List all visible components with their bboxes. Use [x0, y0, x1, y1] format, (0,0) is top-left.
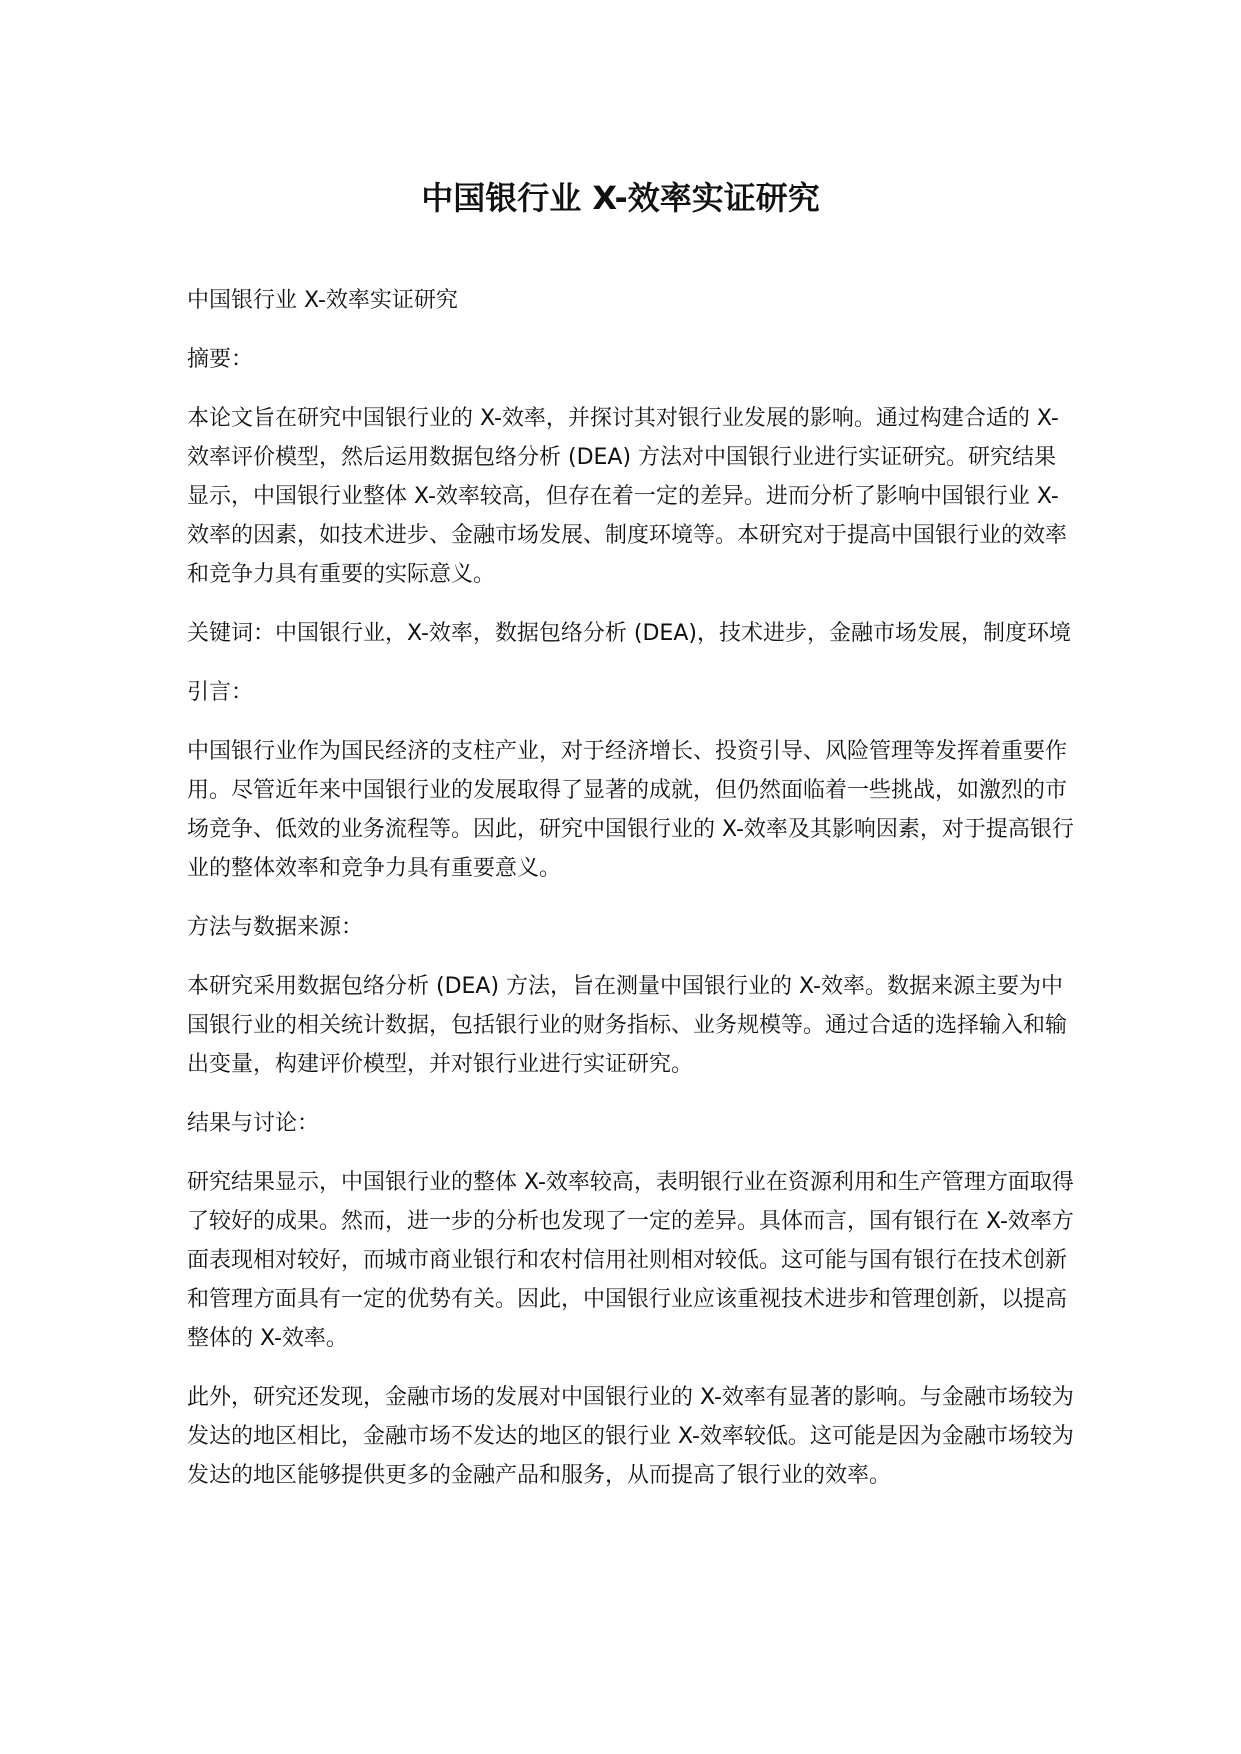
subtitle: 中国银行业 X-效率实证研究: [187, 288, 458, 313]
abstract-paragraph: 本论文旨在研究中国银行业的 X-效率，并探讨其对银行业发展的影响。通过构建合适的 X-效率评价模型，然后运用数据包络分析 (DEA) 方法对中国银行业进行实证研究。研究结果显示，中国银行业整体 X-效率较高，但存在着一定的差异。进而分析了影响中国银行业 X-效率的因素，如技术进步、金融市场发展、制度环境等。本研究对于提高中国银行业的效率和竞争力具有重要的实际意义。: [187, 406, 1068, 587]
abstract-heading: 摘要：: [187, 347, 254, 372]
document-title: 中国银行业 X-效率实证研究: [421, 179, 820, 217]
intro-heading: 引言：: [187, 680, 254, 705]
results-heading: 结果与讨论：: [187, 1111, 320, 1136]
keywords-paragraph: 关键词：中国银行业，X-效率，数据包络分析 (DEA)，技术进步，金融市场发展，制度环境: [187, 621, 1071, 646]
methods-paragraph: 本研究采用数据包络分析 (DEA) 方法，旨在测量中国银行业的 X-效率。数据来源主要为中国银行业的相关统计数据，包括银行业的财务指标、业务规模等。通过合适的选择输入和输出变量，构建评价模型，并对银行业进行实证研究。: [187, 974, 1068, 1077]
document-body: [187, 281, 1077, 1515]
results-paragraph-2: 此外，研究还发现，金融市场的发展对中国银行业的 X-效率有显著的影响。与金融市场较为发达的地区相比，金融市场不发达的地区的银行业 X-效率较低。这可能是因为金融市场较为发达的地区能够提供更多的金融产品和服务，从而提高了银行业的效率。: [187, 1385, 1074, 1488]
results-paragraph-1: 研究结果显示，中国银行业的整体 X-效率较高，表明银行业在资源利用和生产管理方面取得了较好的成果。然而，进一步的分析也发现了一定的差异。具体而言，国有银行在 X-效率方面表现相对较好，而城市商业银行和农村信用社则相对较低。这可能与国有银行在技术创新和管理方面具有一定的优势有关。因此，中国银行业应该重视技术进步和管理创新，以提高整体的 X-效率。: [187, 1170, 1074, 1351]
methods-heading: 方法与数据来源：: [187, 915, 364, 940]
intro-paragraph: 中国银行业作为国民经济的支柱产业，对于经济增长、投资引导、风险管理等发挥着重要作用。尽管近年来中国银行业的发展取得了显著的成就，但仍然面临着一些挑战，如激烈的市场竞争、低效的业务流程等。因此，研究中国银行业的 X-效率及其影响因素，对于提高银行业的整体效率和竞争力具有重要意义。: [187, 739, 1074, 881]
